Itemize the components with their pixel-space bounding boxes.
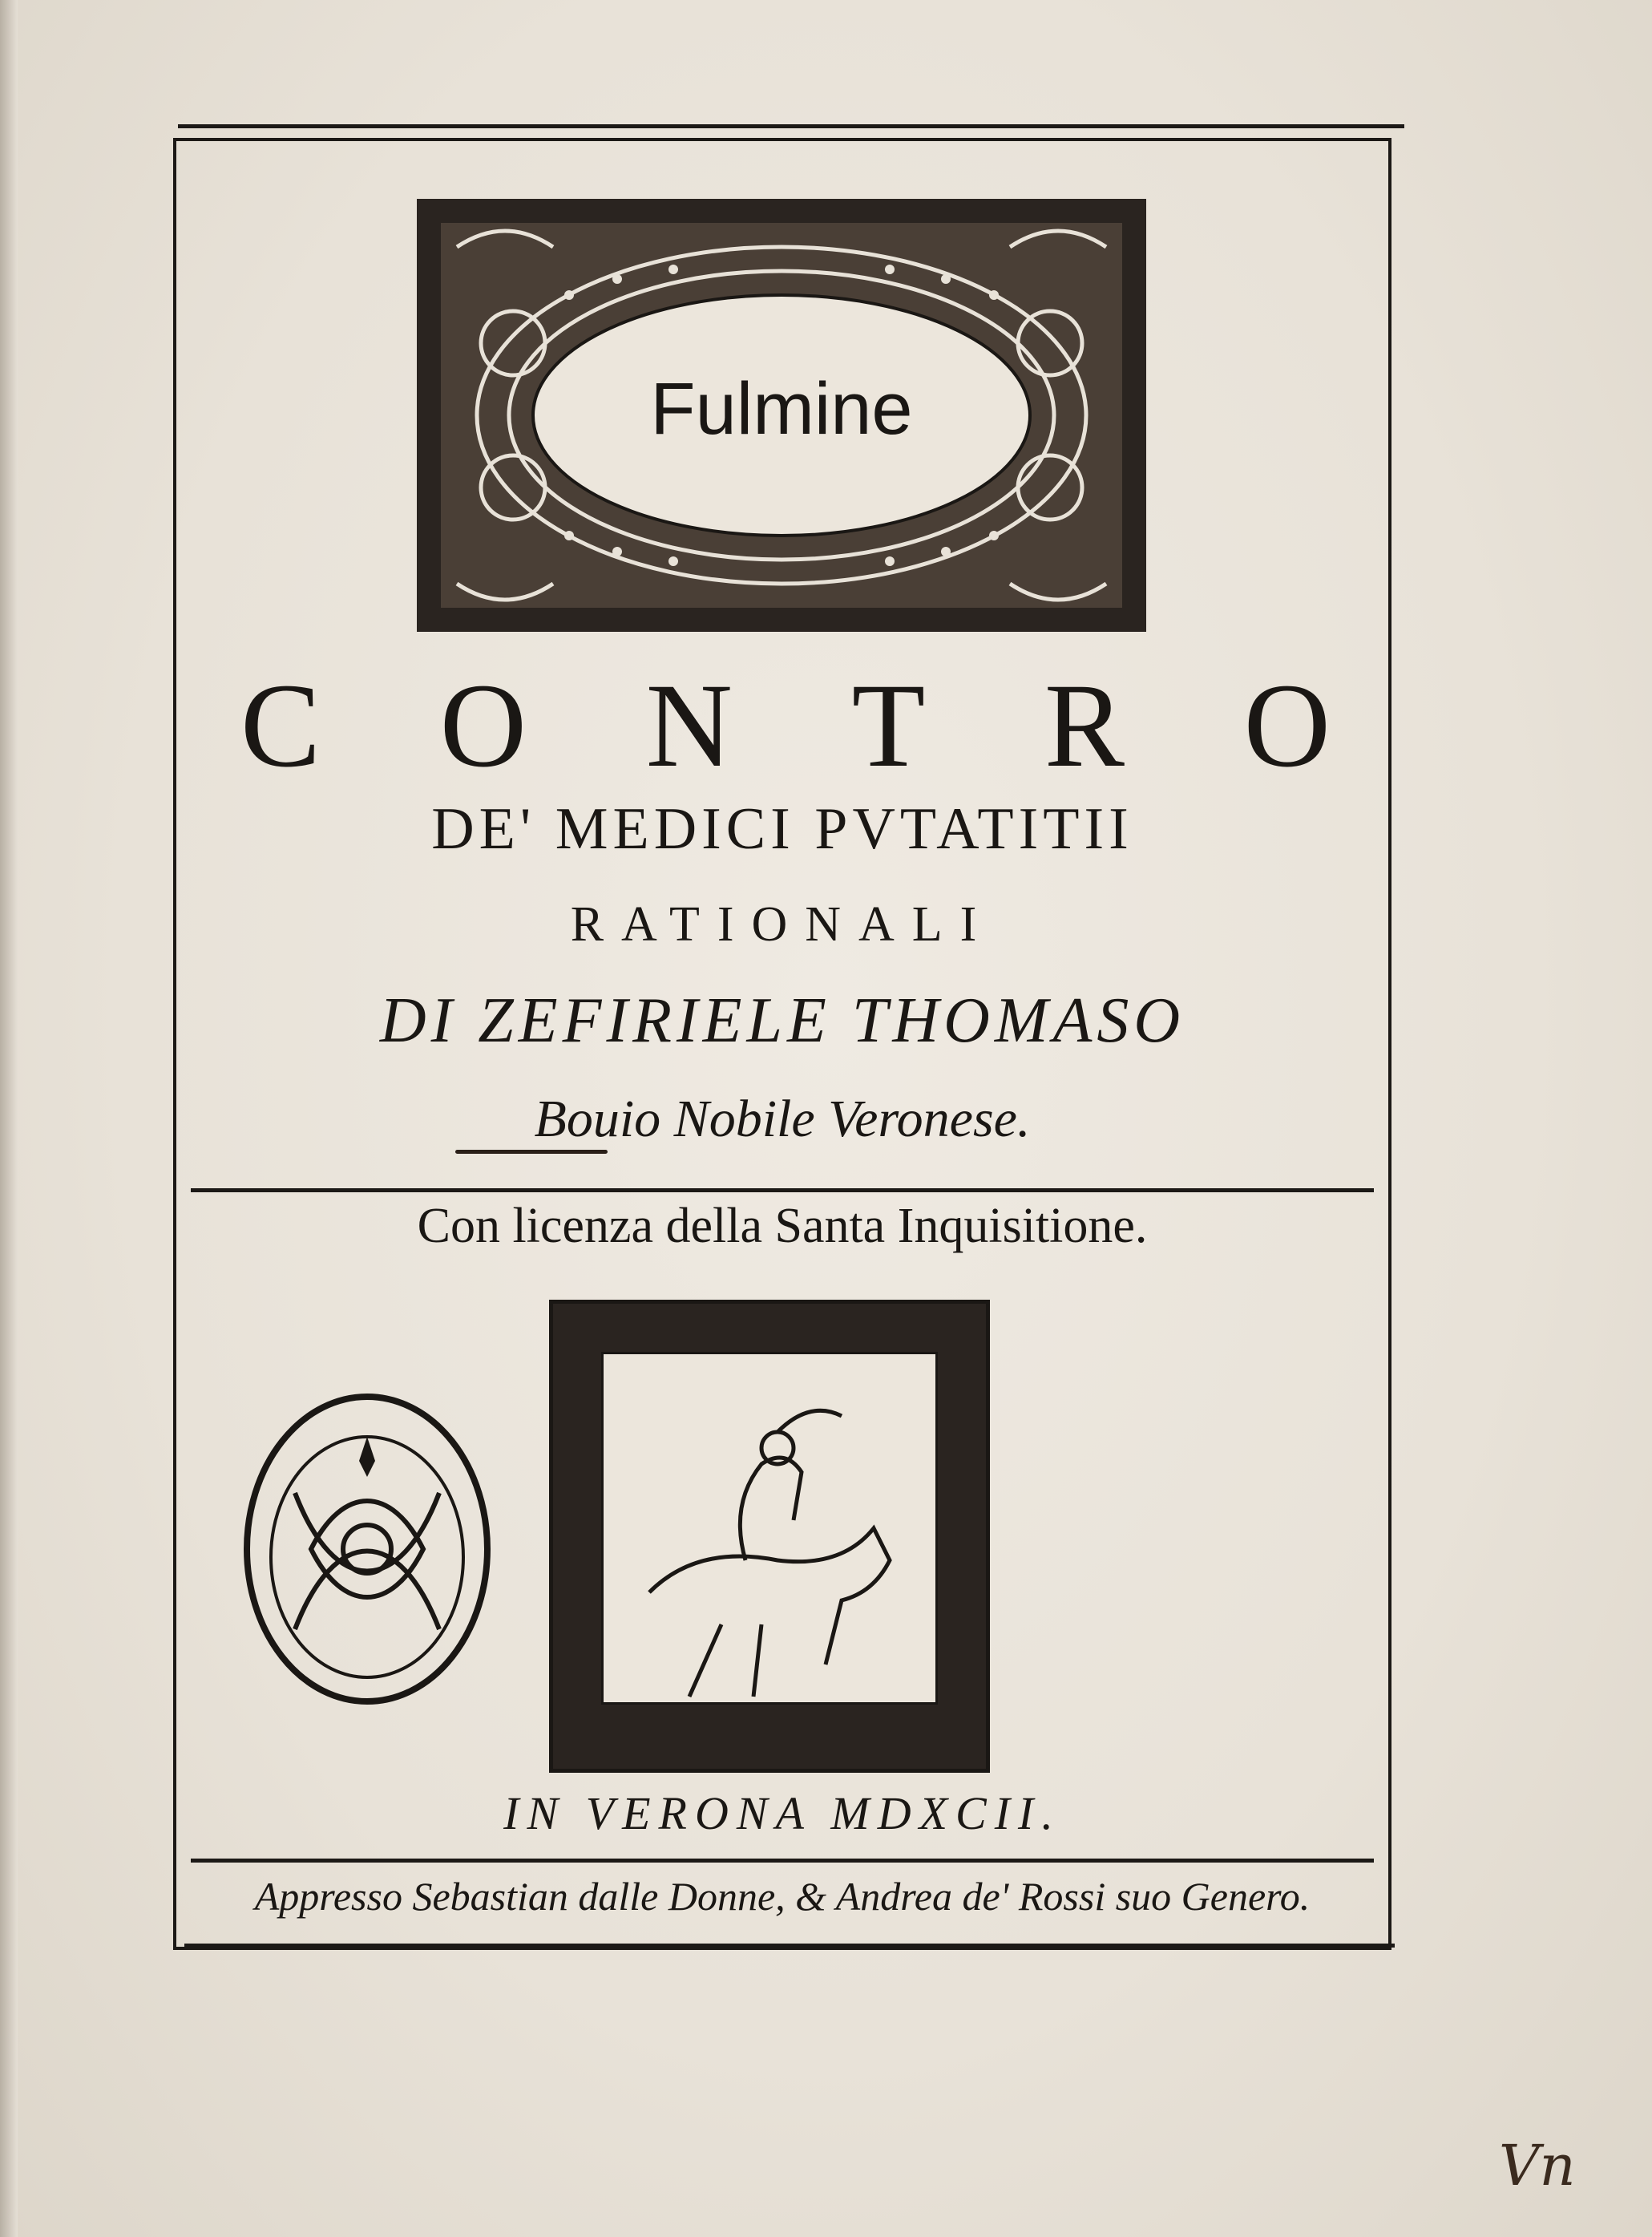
author-line-2: Bouio Nobile Veronese.: [534, 1090, 1031, 1148]
heading-letter: O: [1243, 659, 1331, 792]
imprint-place-date: IN VERONA MDXCII.: [503, 1787, 1061, 1839]
library-stamp: [239, 1389, 495, 1709]
bottom-rule: [184, 1944, 1395, 1948]
printer-device-woodcut: [537, 1288, 1002, 1785]
subtitle-medici: DE' MEDICI PVTATITII: [431, 796, 1133, 862]
pencil-annotation: Vn: [1499, 2133, 1576, 2199]
heading-letter: T: [851, 659, 926, 792]
printer-line: Appresso Sebastian dalle Donne, & Andrea de' Rossi suo Genero.: [254, 1874, 1311, 1919]
heading-letter: O: [439, 659, 527, 792]
cartouche-title: Fulmine: [650, 368, 913, 450]
separator-rule-2: [191, 1859, 1374, 1863]
heading-letter: C: [240, 659, 321, 792]
license-line: Con licenza della Santa Inquisitione.: [417, 1199, 1148, 1253]
library-stamp-icon: [239, 1389, 495, 1709]
cartouche-ornament: [409, 183, 1154, 648]
heading-letter: R: [1044, 659, 1125, 792]
woodcut-rider-icon: [537, 1288, 1002, 1785]
heading-letter: N: [645, 659, 733, 792]
author-line: DI ZEFIRIELE THOMASO: [379, 985, 1185, 1056]
binding-gutter: [0, 0, 18, 2237]
heading-contro: [240, 659, 1331, 792]
subtitle-rationali: RATIONALI: [570, 897, 995, 952]
separator-rule: [191, 1188, 1374, 1192]
ink-underline: [455, 1150, 608, 1154]
top-rule: [178, 124, 1404, 128]
